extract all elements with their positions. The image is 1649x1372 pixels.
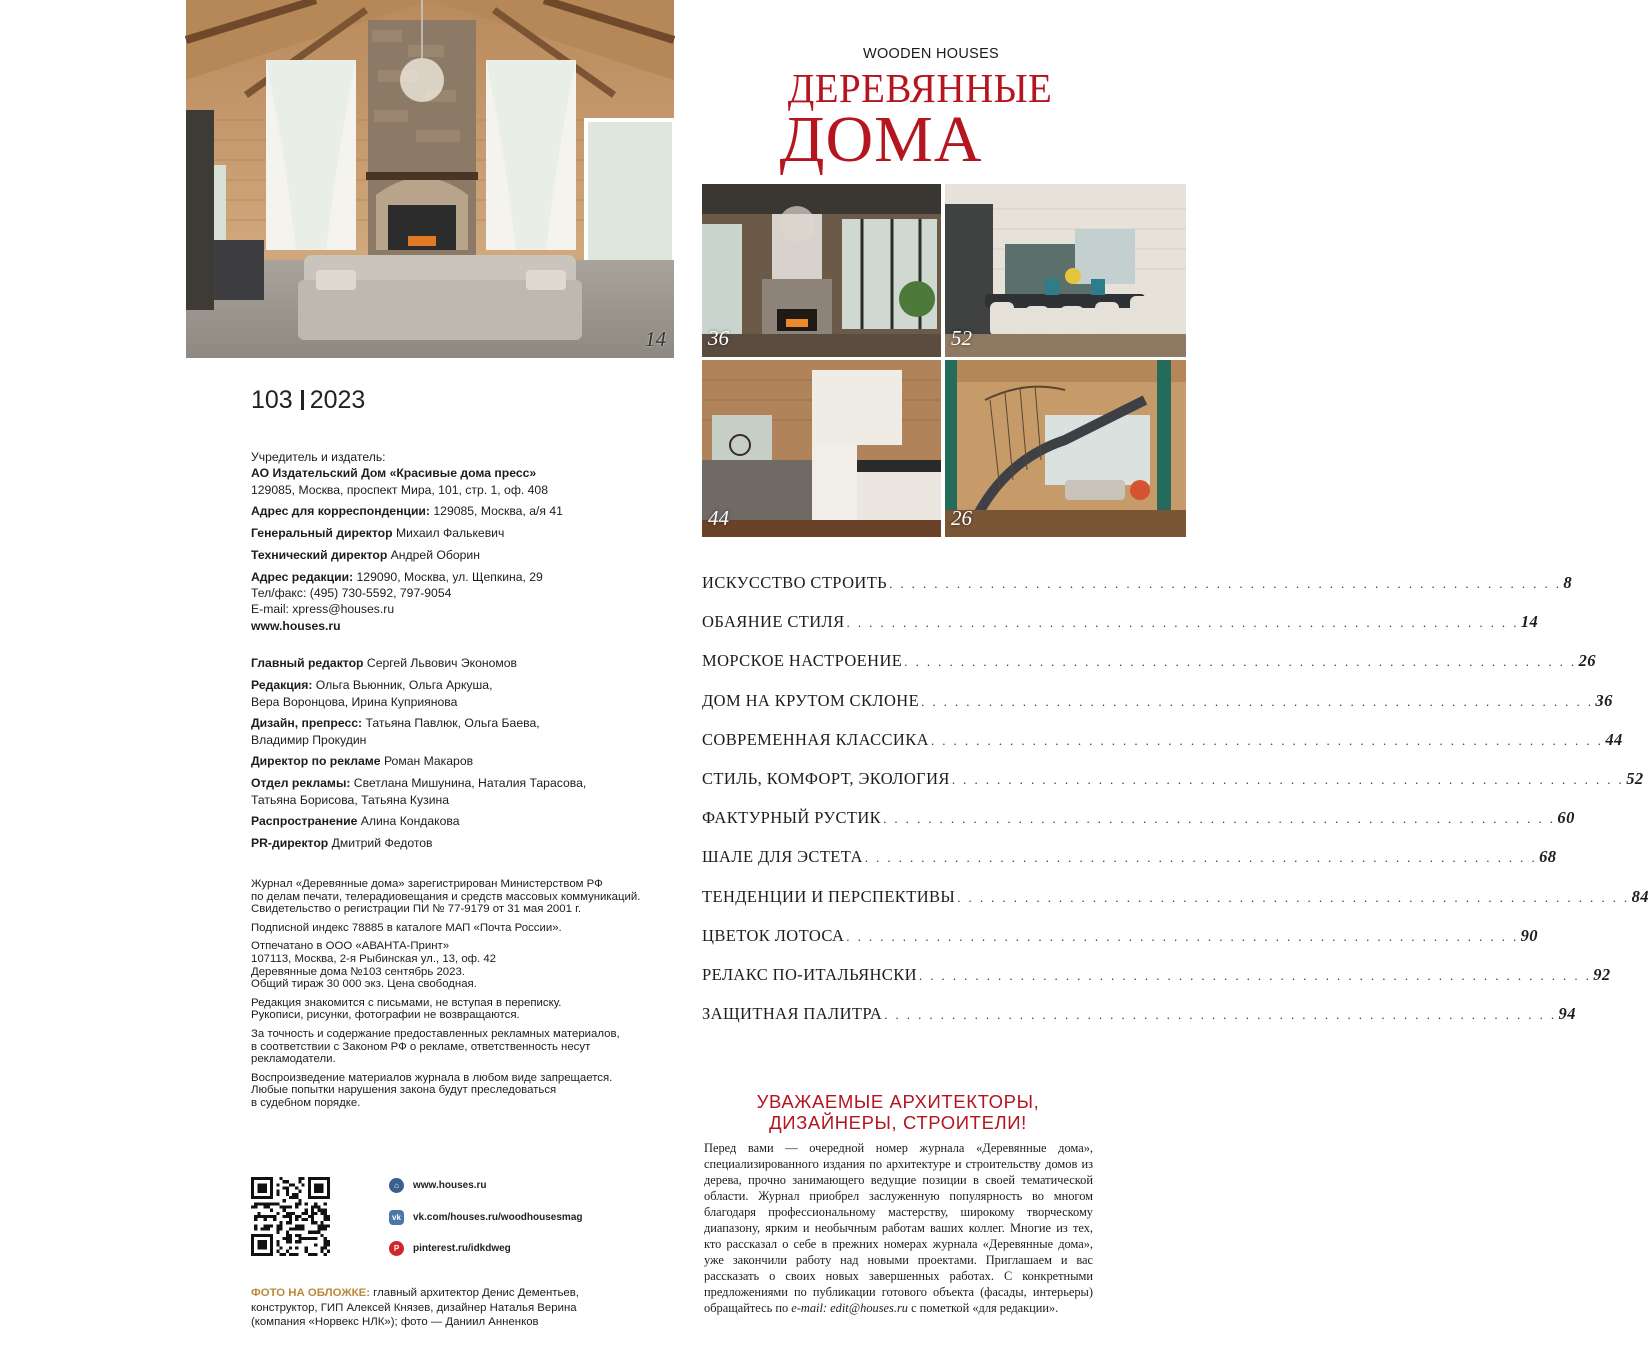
general-director: Генеральный директор Михаил Фалькевич [251, 526, 505, 541]
toc-title: СОВРЕМЕННАЯ КЛАССИКА [702, 729, 929, 749]
pr-director: PR-директор Дмитрий Федотов [251, 836, 433, 851]
toc-leader-dots: . . . . . . . . . . . . . . . . . . . . . . . . . . . . . . . . . . . . . . . . . . . . . . . . . . . . . . . . . . . . [884, 1007, 1557, 1023]
masthead-title-line2: ДОМА [779, 103, 983, 176]
page-number-badge: 36 [708, 326, 729, 350]
editorial-staff: Редакция: Ольга Вьюнник, Ольга Аркуша, Вера Воронцова, Ирина Куприянова [251, 678, 493, 709]
site-link[interactable]: www.houses.ru [251, 618, 341, 633]
toc-title: ФАКТУРНЫЙ РУСТИК [702, 808, 882, 828]
chief-editor: Главный редактор Сергей Львович Экономов [251, 656, 518, 671]
printing-note: Отпечатано в ООО «АВАНТА-Принт» 107113, Москва, 2-я Рыбинская ул., 13, оф. 42 Деревянные дома №103 сентябрь 2023. Общий тираж 30 000 экз. Цена свободная. [251, 940, 497, 991]
editorial-contacts: Адрес редакции: 129090, Москва, ул. Щепкина, 29 Тел/факс: (495) 730-5592, 797-9054 E-mail: xpress@houses.ru www.houses.ru [251, 569, 543, 633]
toc-entry[interactable] [702, 847, 1557, 886]
toc-leader-dots: . . . . . . . . . . . . . . . . . . . . . . . . . . . . . . . . . . . . . . . . . . . . . . . . . . . . . . . . . . . . [921, 693, 1594, 709]
toc-title: ИСКУССТВО СТРОИТЬ [702, 573, 888, 592]
toc-page-number: 44 [1605, 729, 1623, 749]
colophon [251, 449, 671, 857]
toc-page-number: 36 [1595, 690, 1613, 710]
toc-page-number: 68 [1539, 847, 1557, 867]
appeal-text: Перед вами — очередной номер журнала «Деревянные дома», специализированного издания по архитектуре и строительству домов из дерева, прочно занимающего ведущие позиции в своей тематической области. Журнал приобрел заслуженную популярность во многом благодаря профессиональному мастерству, широкому творческому диапазону, ярким и необычным работам ваших коллег. Многие из тех, кто рассказал о себе в прежних номерах журнала «Деревянные дома», уже закончили работу над новыми проектами. Приглашаем и вас рассказать о своих новых завершенных работах. С конкретными предложениями по публикации готового объекта (фасады, интерьеры) обращайтесь по e-mail: edit@houses.ru с пометкой «для редакции». [704, 1141, 1093, 1315]
page-number-badge: 14 [645, 327, 666, 351]
toc-title: РЕЛАКС ПО-ИТАЛЬЯНСКИ [702, 964, 917, 984]
legal-notes [251, 878, 681, 1116]
table-of-contents [702, 573, 1649, 1043]
page-number-badge: 52 [951, 326, 972, 350]
cover-credits: ФОТО НА ОБЛОЖКЕ: главный архитектор Денис Дементьев, конструктор, ГИП Алексей Князев, дизайнер Наталья Верина (компания «Норвекс НЛК»); фото — Даниил Анненков [251, 1287, 579, 1329]
toc-leader-dots: . . . . . . . . . . . . . . . . . . . . . . . . . . . . . . . . . . . . . . . . . . . . . . . . . . . . . . . . . . . . [889, 576, 1562, 591]
publisher-name: АО Издательский Дом «Красивые дома пресс» [251, 466, 537, 481]
registration-note: Журнал «Деревянные дома» зарегистрирован Министерством РФ по делам печати, телерадиовещания и средств массовых коммуникаций. Свидетельство о регистрации ПИ № 77-9179 от 31 мая 2001 г. [251, 878, 641, 916]
toc-entry[interactable] [702, 808, 1575, 847]
toc-title: ДОМ НА КРУТОМ СКЛОНЕ [702, 690, 920, 710]
toc-entry[interactable] [702, 573, 1573, 612]
toc-title: СТИЛЬ, КОМФОРТ, ЭКОЛОГИЯ [702, 768, 950, 788]
qr-code[interactable] [251, 1177, 330, 1256]
toc-entry[interactable] [702, 1004, 1576, 1043]
social-label: vk.com/houses.ru/woodhousesmag [413, 1212, 583, 1223]
thumb-photo-staircase [945, 360, 1186, 537]
toc-title: ОБАЯНИЕ СТИЛЯ [702, 612, 845, 632]
toc-entry[interactable] [702, 768, 1644, 808]
toc-page-number: 60 [1557, 808, 1575, 828]
appeal-email-link[interactable]: e-mail: edit@houses.ru [791, 1300, 908, 1315]
toc-page-number: 52 [1626, 768, 1644, 788]
toc-leader-dots: . . . . . . . . . . . . . . . . . . . . . . . . . . . . . . . . . . . . . . . . . . . . . . . . . . . . . . . . . . . . [846, 928, 1519, 944]
phone: Тел/факс: (495) 730-5592, 797-9054 [251, 586, 452, 601]
toc-page-number: 14 [1520, 612, 1539, 632]
masthead-subtitle: WOODEN HOUSES [862, 46, 1000, 62]
masthead-title-line1: ДЕРЕВЯННЫЕ [787, 65, 1053, 111]
toc-leader-dots: . . . . . . . . . . . . . . . . . . . . . . . . . . . . . . . . . . . . . . . . . . . . . . . . . . . . . . . . . . . . [918, 967, 1592, 983]
toc-entry[interactable] [702, 729, 1623, 769]
social-label: www.houses.ru [413, 1180, 487, 1191]
toc-entry[interactable] [702, 925, 1538, 965]
publisher-block [251, 449, 671, 498]
thumb-photo-kitchen [702, 360, 941, 537]
toc-page-number: 8 [1563, 573, 1573, 592]
toc-leader-dots: . . . . . . . . . . . . . . . . . . . . . . . . . . . . . . . . . . . . . . . . . . . . . . . . . . . . . . . . . . . . [957, 889, 1630, 905]
toc-title: МОРСКОЕ НАСТРОЕНИЕ [702, 651, 903, 671]
thumb-photo-dining-room [945, 184, 1186, 357]
toc-title: ТЕНДЕНЦИИ И ПЕРСПЕКТИВЫ [702, 886, 956, 906]
house-icon: ⌂ [389, 1178, 404, 1193]
appeal-title: УВАЖАЕМЫЕ АРХИТЕКТОРЫ, ДИЗАЙНЕРЫ, СТРОИТЕЛИ! [756, 1091, 1040, 1133]
ad-department: Отдел рекламы: Светлана Мишунина, Наталия Тарасова, Татьяна Борисова, Татьяна Кузина [251, 776, 587, 807]
vk-icon: vk [389, 1210, 404, 1225]
page-number-badge: 44 [708, 506, 729, 530]
issue-year: 2023 [309, 386, 366, 414]
toc-entry[interactable] [702, 964, 1611, 1004]
copyright-note: Воспроизведение материалов журнала в любом виде запрещается. Любые попытки нарушения закона будут преследоваться в судебном порядке. [251, 1071, 613, 1109]
toc-page-number: 94 [1558, 1004, 1576, 1024]
issue-separator [301, 390, 304, 410]
toc-page-number: 92 [1593, 964, 1611, 984]
toc-title: ШАЛЕ ДЛЯ ЭСТЕТА [702, 847, 863, 867]
cover-credits-label: ФОТО НА ОБЛОЖКЕ: [251, 1287, 371, 1299]
page-number-badge: 26 [951, 506, 972, 530]
subscription-note: Подписной индекс 78885 в каталоге МАП «Почта России». [251, 921, 562, 934]
toc-leader-dots: . . . . . . . . . . . . . . . . . . . . . . . . . . . . . . . . . . . . . . . . . . . . . . . . . . . . . . . . . . . . [930, 732, 1604, 748]
advertising-note: За точность и содержание предоставленных рекламных материалов, в соответствии с Законом РФ о рекламе, ответственность несут рекламодатели. [251, 1027, 620, 1066]
toc-page-number: 84 [1631, 886, 1649, 906]
ad-director: Директор по рекламе Роман Макаров [251, 754, 474, 769]
toc-page-number: 26 [1578, 651, 1596, 671]
distribution: Распространение Алина Кондакова [251, 814, 460, 829]
toc-entry[interactable] [702, 886, 1649, 926]
toc-entry[interactable] [702, 690, 1613, 730]
toc-leader-dots: . . . . . . . . . . . . . . . . . . . . . . . . . . . . . . . . . . . . . . . . . . . . . . . . . . . . . . . . . . . . [883, 811, 1556, 827]
letters-note: Редакция знакомится с письмами, не вступая в переписку. Рукописи, рисунки, фотографии не возвращаются. [251, 996, 562, 1022]
social-label: pinterest.ru/idkdweg [413, 1243, 511, 1254]
social-link-site[interactable] [389, 1178, 487, 1193]
toc-title: ЦВЕТОК ЛОТОСА [702, 925, 845, 945]
toc-page-number: 90 [1520, 925, 1538, 945]
issue-num: 103 [251, 386, 293, 414]
toc-entry[interactable] [702, 612, 1539, 651]
corr-address: Адрес для корреспонденции: 129085, Москва, а/я 41 [251, 504, 563, 519]
publisher-address: 129085, Москва, проспект Мира, 101, стр. 1, оф. 408 [251, 482, 548, 497]
toc-leader-dots: . . . . . . . . . . . . . . . . . . . . . . . . . . . . . . . . . . . . . . . . . . . . . . . . . . . . . . . . . . . . [951, 771, 1625, 787]
social-link-vk[interactable] [389, 1210, 582, 1225]
founder-label: Учредитель и издатель: [251, 450, 386, 464]
email-link[interactable]: E-mail: xpress@houses.ru [251, 602, 395, 617]
design-staff: Дизайн, препресс: Татьяна Павлюк, Ольга Баева, Владимир Прокудин [251, 716, 540, 747]
toc-entry[interactable] [702, 651, 1596, 690]
toc-leader-dots: . . . . . . . . . . . . . . . . . . . . . . . . . . . . . . . . . . . . . . . . . . . . . . . . . . . . . . . . . . . . [846, 615, 1519, 631]
toc-leader-dots: . . . . . . . . . . . . . . . . . . . . . . . . . . . . . . . . . . . . . . . . . . . . . . . . . . . . . . . . . . . . [904, 654, 1577, 670]
toc-leader-dots: . . . . . . . . . . . . . . . . . . . . . . . . . . . . . . . . . . . . . . . . . . . . . . . . . . . . . . . . . . . . [864, 850, 1538, 866]
cover-photo-living-room [186, 0, 674, 358]
social-link-pinterest[interactable] [389, 1241, 511, 1256]
issue-number [251, 386, 365, 415]
thumb-photo-fireplace [702, 184, 941, 357]
pinterest-icon: P [389, 1241, 404, 1256]
technical-director: Технический директор Андрей Оборин [251, 547, 480, 562]
toc-title: ЗАЩИТНАЯ ПАЛИТРА [702, 1004, 883, 1024]
masthead [740, 46, 1100, 176]
